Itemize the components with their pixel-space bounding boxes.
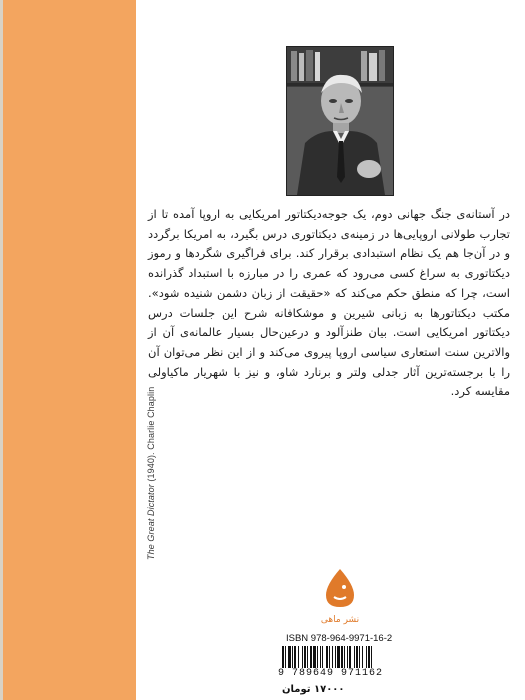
barcode-bars [280,646,420,668]
barcode-bar [292,646,293,668]
barcode-bar [366,646,367,668]
barcode-bar [282,646,284,668]
fish-drop-icon [320,567,360,609]
barcode-bar [317,646,318,668]
barcode-bar [326,646,328,668]
price-label: ۱۷۰۰۰ تومان [282,684,345,695]
caption-film-year: (1940). [146,452,156,482]
publisher-logo [310,567,370,629]
isbn-label: ISBN 978-964-9971-16-2 [286,633,393,644]
barcode-bar [347,646,348,668]
barcode-bar [332,646,333,668]
barcode-bar [368,646,370,668]
orange-color-band [3,0,136,700]
barcode-bar [304,646,306,668]
caption-film-title: The Great Dictator [146,484,156,560]
barcode-bar [354,646,355,668]
barcode-bar [320,646,321,668]
barcode-digits: 9 789649 971162 [278,668,424,679]
barcode-bar [337,646,340,668]
barcode-bar [298,646,299,668]
barcode-bar [288,646,291,668]
barcode-bar [329,646,330,668]
caption-credit: Charlie Chaplin [146,386,156,450]
barcode-bar [307,646,308,668]
publisher-name: نشر ماهی [320,615,360,625]
author-portrait-photo [286,46,394,196]
barcode-bar [285,646,286,668]
barcode-bar [294,646,296,668]
portrait-illustration [287,47,393,195]
blurb-paragraph: در آستانه‌ی جنگ جهانی دوم، یک جوجه‌دیکتاتور امریکایی به اروپا آمده تا از تجارب طولانی اروپایی‌ها در زمینه‌ی دیکتاتوری درس بگیرد، به امریکا برگردد و در آن‌جا هم یک نظام استبدادی برقرار کند. برای فراگیری شگردها و رموز دیکتاتوری به سراغ کسی می‌رود که عمری را در مبارزه با استبداد گذرانده است، چرا که منطق حکم می‌کند که «حقیقت از زبان دشمن شنیده شود». مکتب دیکتاتورها به زبانی شیرین و موشکافانه شرح این جلسات درس دیکتاتور امریکایی است. بیان طنزآلود و درعین‌حال بسیار عالمانه‌ی آن از والاترین سنت استعاری سیاسی اروپا پیروی می‌کند و از این نظر می‌توان آن را با برجسته‌ترین آثار جدلی ولتر و برنارد شاو، و نیز با شهریار ماکیاولی مقایسه کرد. [148,207,510,399]
barcode-bar [362,646,363,668]
barcode-bar [302,646,303,668]
barcode-bar [335,646,336,668]
barcode-bar [310,646,312,668]
barcode-bar [344,646,345,668]
photo-caption [146,387,156,560]
barcode-bar [371,646,372,668]
barcode-bar [341,646,343,668]
barcode-bar [322,646,323,668]
barcode-bar [356,646,358,668]
back-cover-blurb [148,205,510,402]
barcode-bar [359,646,360,668]
barcode-bar [313,646,316,668]
barcode-bar [349,646,351,668]
